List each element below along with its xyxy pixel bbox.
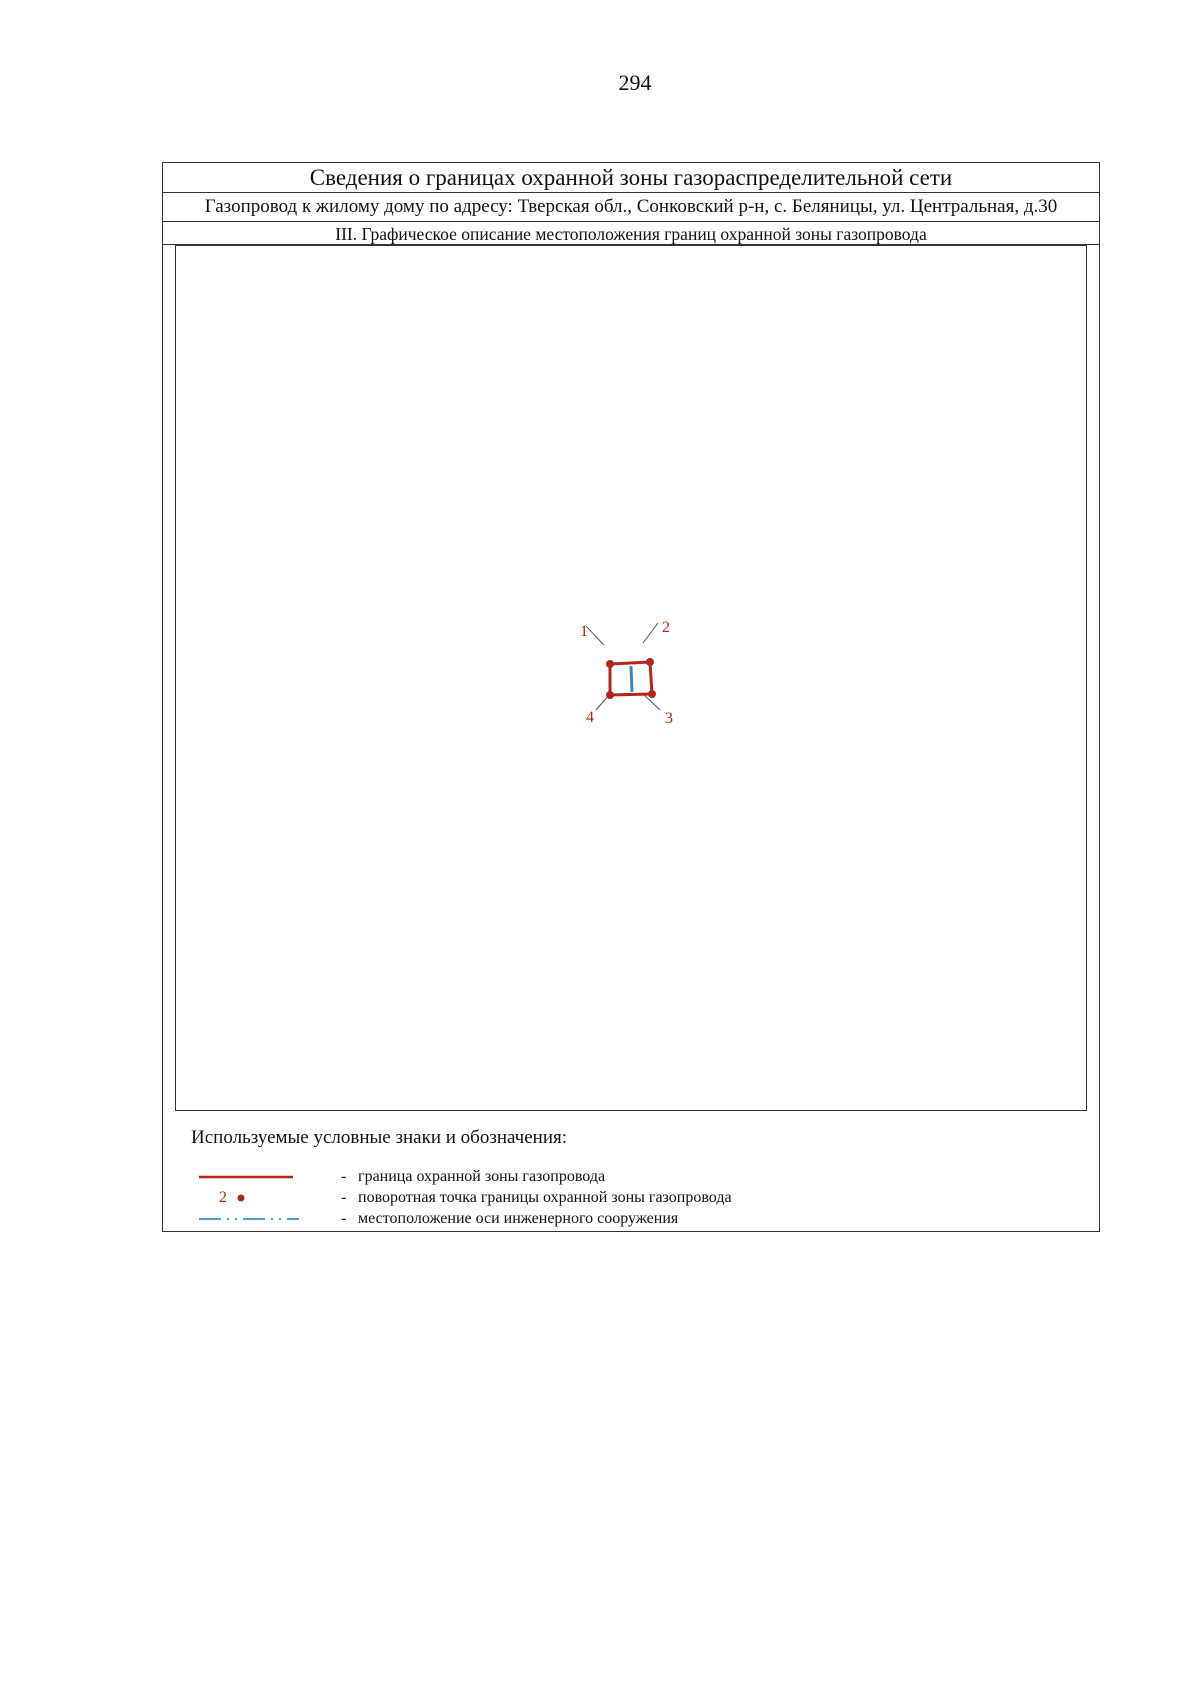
turning-point-symbol-label: 2 <box>219 1189 227 1206</box>
point-label-4: 4 <box>586 709 594 726</box>
page-number: 294 <box>618 70 652 95</box>
turning-point-2 <box>646 658 654 666</box>
protection-zone-sheet <box>162 162 1100 1232</box>
turning-point-4 <box>606 691 614 699</box>
section-heading: III. Графическое описание местоположения границ охранной зоны газопровода <box>163 222 1099 245</box>
turning-point-symbol <box>199 1188 299 1208</box>
legend-title: Используемые условные знаки и обозначения: <box>191 1127 568 1148</box>
legend-dash: - <box>341 1168 347 1185</box>
point-label-2: 2 <box>662 619 670 636</box>
legend-item-axis <box>163 1209 1093 1229</box>
legend-dash: - <box>341 1189 347 1206</box>
pipeline-axis <box>631 666 632 692</box>
legend-text: местоположение оси инженерного сооружения <box>358 1210 679 1227</box>
boundary-line-symbol <box>199 1167 299 1187</box>
point-label-1: 1 <box>580 623 588 640</box>
legend-text: граница охранной зоны газопровода <box>358 1168 606 1185</box>
legend-item-turning-point <box>163 1188 1093 1208</box>
leader-line-1 <box>586 626 604 645</box>
zone-drawing <box>176 246 1086 1110</box>
leader-line-2 <box>643 623 658 643</box>
point-label-3: 3 <box>665 710 673 727</box>
legend-text: поворотная точка границы охранной зоны газопровода <box>358 1189 732 1206</box>
turning-point-3 <box>648 690 656 698</box>
turning-point-1 <box>606 660 614 668</box>
legend-item-boundary <box>163 1167 1093 1187</box>
axis-line-symbol <box>199 1209 299 1229</box>
drawing-frame <box>175 245 1087 1111</box>
sheet-title: Сведения о границах охранной зоны газораспределительной сети <box>163 163 1099 193</box>
legend-dash: - <box>341 1210 347 1227</box>
pipeline-address: Газопровод к жилому дому по адресу: Тверская обл., Сонковский р-н, с. Беляницы, ул. Центральная, д.30 <box>163 193 1099 222</box>
